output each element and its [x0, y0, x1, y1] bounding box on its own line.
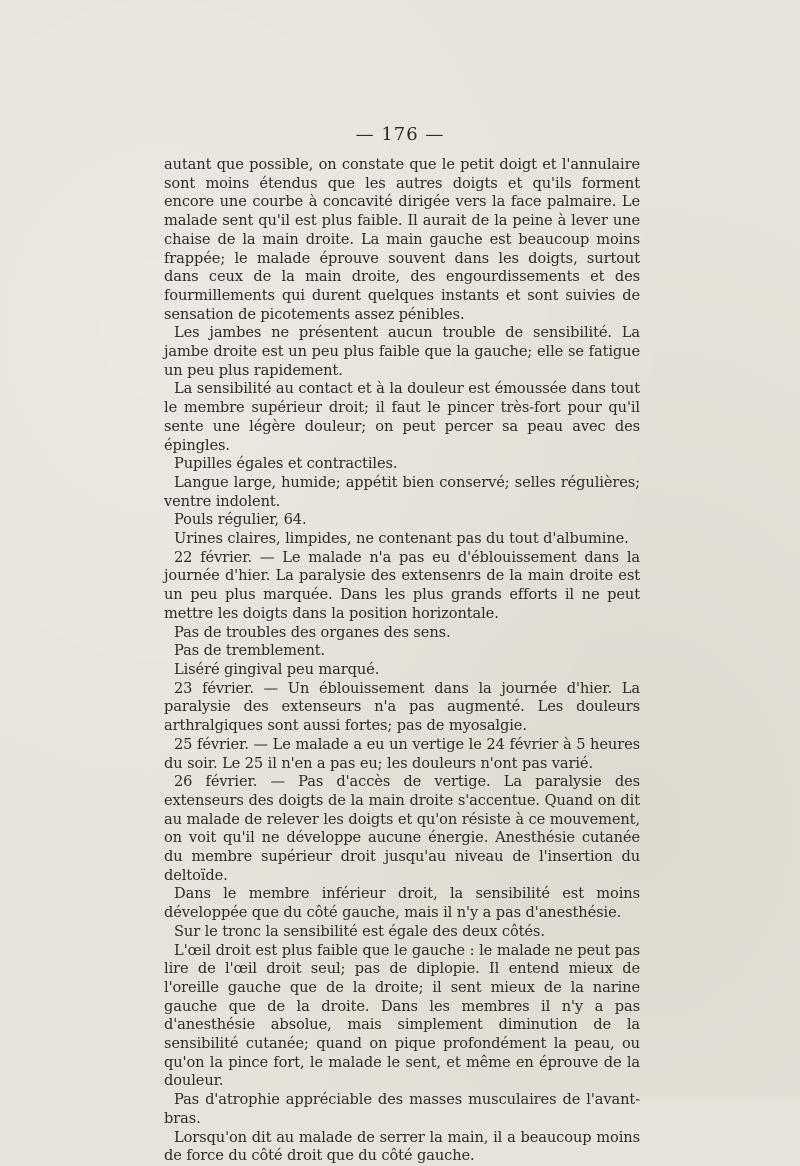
paragraph: Lorsqu'on dit au malade de serrer la main, il a beaucoup moins de force du côté droit que du côté gauche. — [164, 1128, 640, 1165]
paragraph: 25 février. — Le malade a eu un vertige le 24 février à 5 heures du soir. Le 25 il n'en a pas eu; les douleurs n'ont pas varié. — [164, 735, 640, 772]
paragraph: Pas d'atrophie appréciable des masses musculaires de l'avant-bras. — [164, 1091, 640, 1127]
body-text — [164, 156, 640, 1166]
paragraph: 26 février. — Pas d'accès de vertige. La paralysie des extenseurs des doigts de la main droite s'accentue. Quand on dit au malade de relever les doigts et qu'on résiste à ce mouvement, on voit qu'il ne développe aucune énergie. Anesthésie cutanée du membre supérieur droit jusqu'au niveau de l'insertion du deltoïde. — [164, 773, 640, 884]
paragraph: 23 février. — Un éblouissement dans la journée d'hier. La paralysie des extenseurs n'a pas augmenté. Les douleurs arthralgiques sont aussi fortes; pas de myosalgie. — [164, 679, 640, 735]
paragraph: Pouls régulier, 64. — [174, 511, 307, 529]
paragraph: Les jambes ne présentent aucun trouble de sensibilité. La jambe droite est un peu plus faible que la gauche; elle se fatigue un peu plus rapidement. — [164, 324, 640, 379]
paragraph: Liséré gingival peu marqué. — [174, 660, 380, 678]
paragraph: Langue large, humide; appétit bien conservé; selles régulières; ventre indolent. — [164, 473, 640, 510]
paragraph: Sur le tronc la sensibilité est égale des deux côtés. — [174, 922, 545, 940]
paragraph: Dans le membre inférieur droit, la sensibilité est moins développée que du côté gauche, mais il n'y a pas d'anesthésie. — [164, 885, 640, 922]
paragraph: autant que possible, on constate que le petit doigt et l'annulaire sont moins étendus que les autres doigts et qu'ils forment encore une courbe à concavité dirigée vers la face palmaire. Le malade sent qu'il est plus faible. Il aurait de la peine à lever une chaise de la main droite. La main gauche est beaucoup moins frappée; le malade éprouve souvent dans les doigts, surtout dans ceux de la main droite, des engourdissements et des fourmillements qui durent quelques instants et sont suivies de sensation de picotements assez pénibles. — [164, 156, 640, 323]
page-number: — 176 — — [355, 124, 445, 145]
paragraph: Urines claires, limpides, ne contenant pas du tout d'albumine. — [174, 530, 629, 548]
paragraph: 22 février. — Le malade n'a pas eu d'éblouissement dans la journée d'hier. La paralysie des extensenrs de la main droite est un peu plus marquée. Dans les plus grands efforts il ne peut mettre les doigts dans la position horizontale. — [164, 548, 640, 622]
paragraph: Pas de tremblement. — [174, 642, 326, 660]
paragraph: La sensibilité au contact et à la douleur est émoussée dans tout le membre supérieur droit; il faut le pincer très-fort pour qu'il sente une légère douleur; on peut percer sa peau avec des épingles. — [164, 380, 640, 454]
paragraph: Pas de troubles des organes des sens. — [174, 623, 451, 641]
paragraph: L'œil droit est plus faible que le gauche : le malade ne peut pas lire de l'œil droit seul; pas de diplopie. Il entend mieux de l'oreille gauche que de la droite; il sent mieux de la narine gauche que de la droite. Dans les membres il n'y a pas d'anesthésie absolue, mais simplement diminution de la sensibilité cutanée; quand on pique profondément la peau, ou qu'on la pince fort, le malade le sent, et même en éprouve de la douleur. — [164, 941, 640, 1090]
paragraph: Pupilles égales et contractiles. — [174, 455, 398, 473]
